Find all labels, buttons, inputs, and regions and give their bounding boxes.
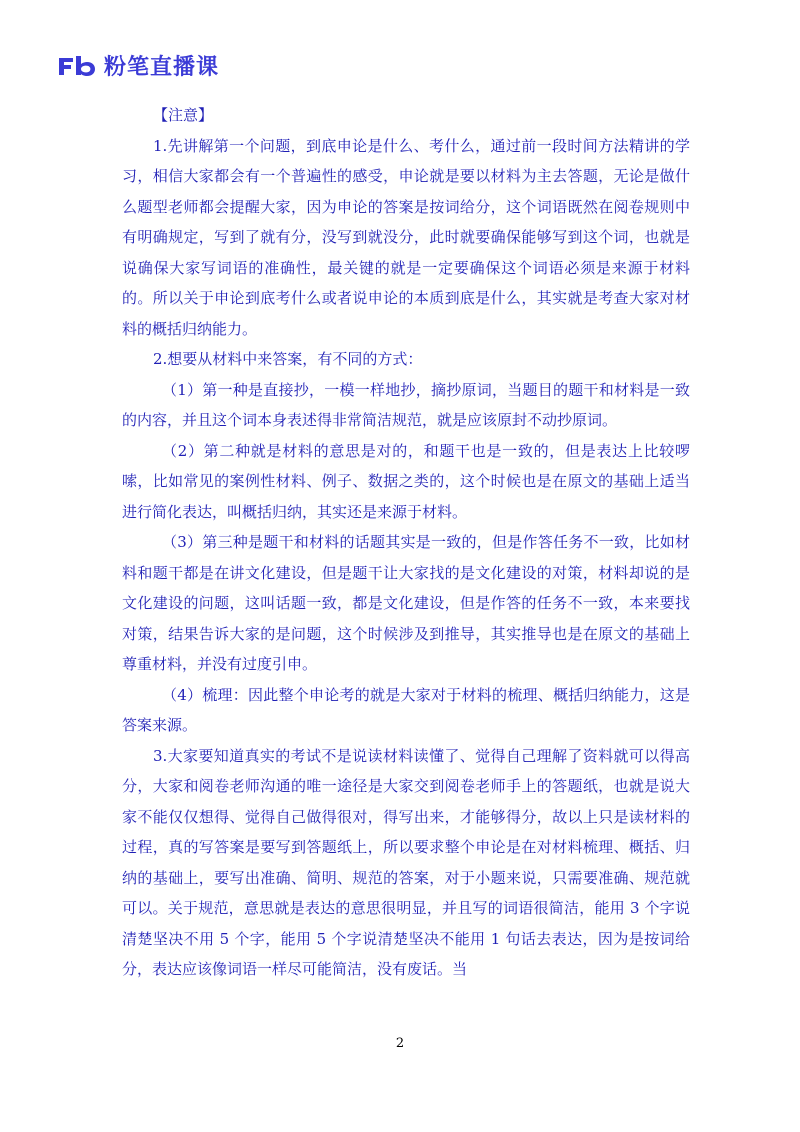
fenbi-logo-icon — [56, 54, 98, 78]
document-body — [122, 100, 690, 985]
brand-name: 粉笔直播课 — [104, 55, 220, 80]
paragraph-2-item-1: （1）第一种是直接抄，一模一样地抄，摘抄原词，当题目的题干和材料是一致的内容，并且这个词本身表述得非常简洁规范，就是应该原封不动抄原词。 — [122, 380, 690, 429]
page-number: 2 — [395, 1036, 405, 1051]
brand-logo — [56, 50, 219, 81]
paragraph-3: 3.大家要知道真实的考试不是说读材料读懂了、觉得自己理解了资料就可以得高分，大家和阅卷老师沟通的唯一途径是大家交到阅卷老师手上的答题纸，也就是说大家不能仅仅想得、觉得自己做得很对，得写出来，才能够得分，故以上只是读材料的过程，真的写答案是要写到答题纸上，所以要求整个申论是在对材料梳理、概括、归纳的基础上，要写出准确、简明、规范的答案，对于小题来说，只需要准确、规范就可以。关于规范，意思就是表达的意思很明显，并且写的词语很简洁，能用 3 个字说清楚坚决不用 5 个字，能用 5 个字说清楚坚决不能用 1 句话去表达，因为是按词给分，表达应该像词语一样尽可能简洁，没有废话。当 — [122, 746, 690, 978]
paragraph-2-item-3: （3）第三种是题干和材料的话题其实是一致的，但是作答任务不一致，比如材料和题干都是在讲文化建设，但是题干让大家找的是文化建设的对策，材料却说的是文化建设的问题，这叫话题一致，都是文化建设，但是作答的任务不一致，本来要找对策，结果告诉大家的是问题，这个时候涉及到推导，其实推导也是在原文的基础上尊重材料，并没有过度引申。 — [122, 533, 690, 673]
paragraph-2: 2.想要从材料中来答案，有不同的方式： — [153, 350, 423, 368]
note-heading: 【注意】 — [153, 106, 214, 124]
paragraph-1: 1.先讲解第一个问题，到底申论是什么、考什么，通过前一段时间方法精讲的学习，相信大家都会有一个普遍性的感受，申论就是要以材料为主去答题，无论是做什么题型老师都会提醒大家，因为申论的答案是按词给分，这个词语既然在阅卷规则中有明确规定，写到了就有分，没写到就没分，此时就要确保能够写到这个词，也就是说确保大家写词语的准确性，最关键的就是一定要确保这个词语必须是来源于材料的。所以关于申论到底考什么或者说申论的本质到底是什么，其实就是考查大家对材料的概括归纳能力。 — [122, 136, 690, 338]
paragraph-2-item-2: （2）第二种就是材料的意思是对的，和题干也是一致的，但是表达上比较啰嗦，比如常见的案例性材料、例子、数据之类的，这个时候也是在原文的基础上适当进行简化表达，叫概括归纳，其实还是来源于材料。 — [122, 441, 690, 521]
paragraph-2-item-4: （4）梳理：因此整个申论考的就是大家对于材料的梳理、概括归纳能力，这是答案来源。 — [122, 685, 690, 734]
